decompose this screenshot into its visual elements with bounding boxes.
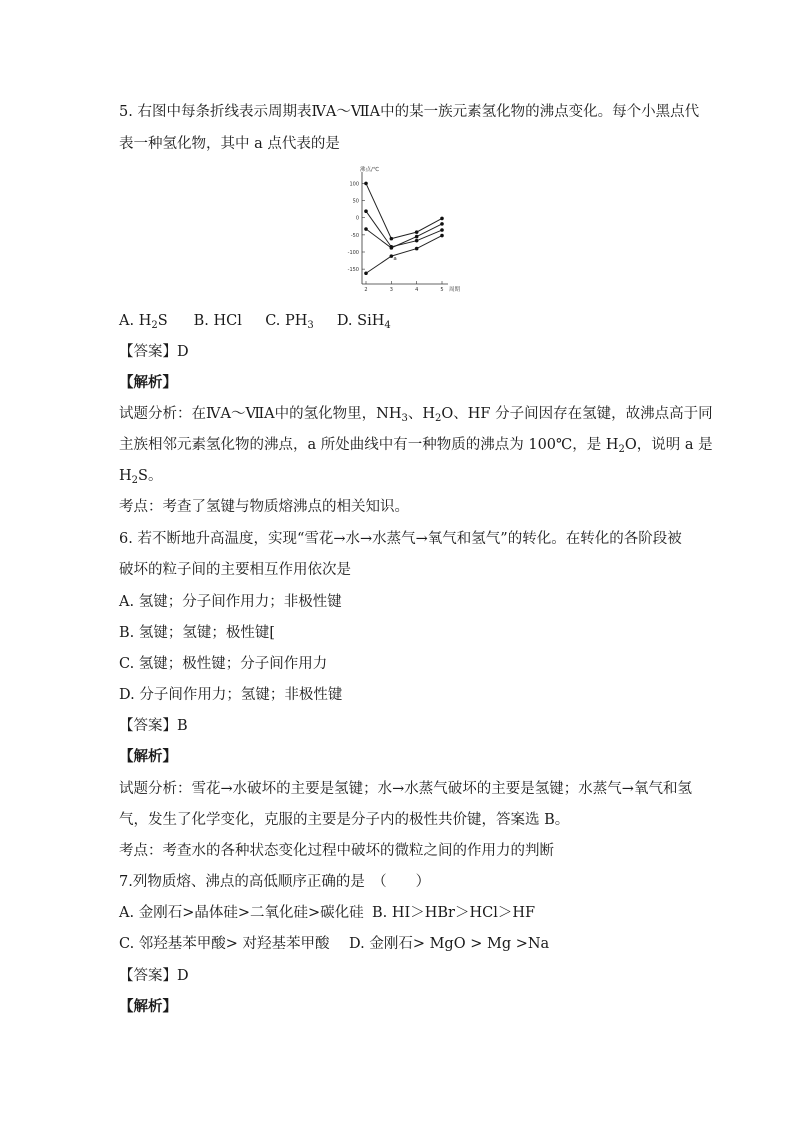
q7-stem: 7.列物质熔、沸点的高低顺序正确的是 （ ） [119, 874, 431, 890]
q7-options-row1 [119, 903, 535, 923]
q6-analysis-label: 【解析】 [119, 748, 177, 765]
q6-stem-line2: 破坏的粒子间的主要相互作用依次是 [119, 562, 351, 578]
q5-option-b: B. HCl [193, 313, 242, 329]
q7-option-b: B. HI＞HBr＞HCl＞HF [372, 905, 536, 921]
q7-analysis-label: 【解析】 [119, 998, 177, 1015]
q5-analysis-line2: 主族相邻元素氢化物的沸点，a 所处曲线中有一种物质的沸点为 100℃，是 $H_2O$，说明 a 是 [119, 437, 713, 455]
data-point [415, 235, 419, 239]
q6-answer: 【答案】B [119, 718, 188, 734]
q6-option-a: A. 氢键；分子间作用力；非极性键 [119, 594, 342, 610]
series-line-1 [366, 183, 442, 238]
q5-answer: 【答案】D [119, 344, 189, 360]
q7-option-d: D. 金刚石> MgO > Mg >Na [349, 936, 550, 952]
series-line-4 [366, 236, 442, 274]
q5-option-d: D. SiH$_4$ [336, 313, 391, 331]
y-tick-label: -100 [347, 250, 359, 256]
q5-option-a: A. $H_2S$ [119, 313, 168, 331]
q5-analysis-line1: 试题分析：在ⅣA～ⅦA中的氢化物里，$NH_3$、$H_2O$、HF 分子间因存在氢键，故沸点高于同 [119, 406, 713, 424]
data-point [440, 228, 444, 232]
data-point [390, 237, 394, 241]
y-tick-label: -150 [347, 267, 359, 274]
x-axis-label: 周期 [449, 287, 461, 293]
data-point [364, 271, 368, 275]
data-point [440, 222, 444, 226]
q5-kaodian: 考点：考查了氢键与物质熔沸点的相关知识。 [119, 499, 409, 515]
data-point [440, 217, 444, 221]
x-tick-label: 4 [415, 287, 419, 293]
data-point [364, 227, 368, 231]
q6-option-d: D. 分子间作用力；氢键；非极性键 [119, 687, 343, 703]
boiling-point-chart [330, 166, 461, 296]
q5-option-c: C. $PH_3$ [265, 313, 314, 331]
y-tick-label: -50 [350, 232, 359, 239]
q6-option-b: B. 氢键；氢键；极性键[ [119, 625, 276, 641]
y-tick-label: 100 [349, 181, 359, 188]
y-tick-label: 0 [355, 215, 359, 222]
q5-options [119, 311, 391, 331]
data-point [390, 246, 394, 250]
x-tick-label: 2 [364, 287, 368, 293]
data-point [415, 247, 419, 251]
data-point [415, 230, 419, 234]
q6-analysis-line2: 气，发生了化学变化，克服的主要是分子内的极性共价键，答案选 B。 [119, 812, 570, 828]
x-tick-label: 5 [440, 287, 444, 293]
q7-option-a: A. 金刚石>晶体硅>二氧化硅>碳化硅 [119, 905, 364, 921]
q7-options-row2 [119, 934, 549, 954]
q6-stem-line1: 6. 若不断地升高温度，实现“雪花→水→水蒸气→氧气和氢气”的转化。在转化的各阶段被 [119, 531, 682, 547]
q6-kaodian: 考点：考查水的各种状态变化过程中破坏的微粒之间的作用力的判断 [119, 843, 554, 859]
x-tick-label: 3 [389, 287, 393, 293]
point-a-label: a [393, 256, 397, 263]
y-tick-label: 50 [352, 198, 359, 205]
data-point [364, 182, 368, 186]
q5-stem-line1: 5. 右图中每条折线表示周期表ⅣA～ⅦA中的某一族元素氢化物的沸点变化。每个小黑点代 [119, 104, 700, 120]
data-point [364, 209, 368, 213]
q5-analysis-line3: $H_2S$。 [119, 468, 163, 486]
y-axis-label: 沸点/℃ [360, 167, 380, 173]
q7-answer: 【答案】D [119, 968, 189, 984]
data-point [415, 239, 419, 243]
q7-option-c: C. 邻羟基苯甲酸> 对羟基苯甲酸 [119, 936, 330, 952]
q6-option-c: C. 氢键；极性键；分子间作用力 [119, 656, 328, 672]
data-point [440, 234, 444, 238]
q5-stem-line2: 表一种氢化物，其中 a 点代表的是 [119, 136, 340, 152]
q6-analysis-line1: 试题分析：雪花→水破坏的主要是氢键；水→水蒸气破坏的主要是氢键；水蒸气→氧气和氢 [119, 781, 692, 797]
q5-analysis-label: 【解析】 [119, 374, 177, 391]
